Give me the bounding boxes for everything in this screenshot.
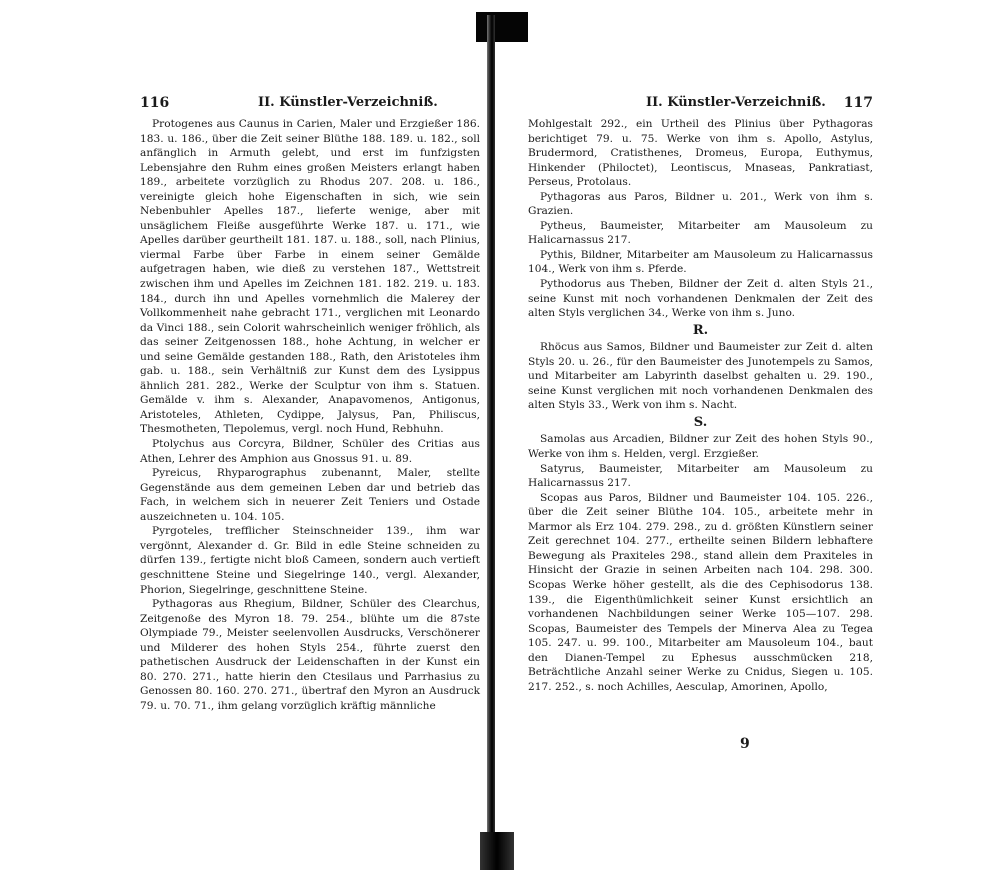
entry-paragraph: Protogenes aus Caunus in Carien, Maler und Erzgießer 186. 183. u. 186., über die Zeit seiner Blüthe 188. 189. u. 182., soll anfänglich in Armuth gelebt, und erst im funfzigsten Lebensjahre den Ruhm eines großen Meisters erlangt haben 189., arbeitete vorzüglich zu Rhodus 207. 208. u. 186., vereinigte gleich hohe Eigenschaften in sich, wie sein Nebenbuhler Apelles 187., lieferte wenige, aber mit unsäglichem Fleiße ausgeführte Werke 187. u. 171., wie Apelles darüber geurtheilt 181. 187. u. 188., soll, nach Plinius, viermal Farbe über Farbe in einem seiner Gemälde aufgetragen haben, wie dieß zu verstehen 187., Wettstreit zwischen ihm und Apelles im Zeichnen 181. 182. 219. u. 183. 184., durch ihn und Apelles vornehmlich die Malerey der Vollkommenheit nahe gebracht 171., verglichen mit Leonardo da Vinci 188., sein Colorit wahrscheinlich weniger fröhlich, als das seiner Zeitgenossen 188., hohe Achtung, in welcher er und seine Gemälde gestanden 188., Rath, den Aristoteles ihm gab. u. 188., sein Verhältniß zur Kunst dem des Lysippus ähnlich 281. 282., Werke der Sculptur von ihm s. Statuen. Gemälde v. ihm s. Alexander, Anapavomenos, Antigonus, Aristoteles, Athleten, Cydippe, Jalysus, Pan, Philiscus, Thesmotheten, Tlepolemus, vergl. noch Hund, Rebhuhn. [140,118,480,436]
entry-paragraph: Pytheus, Baumeister, Mitarbeiter am Mausoleum zu Halicarnassus 217. [528,219,873,247]
running-head-right [528,95,873,117]
section-letter-s: S. [693,414,708,430]
entry-paragraph: Pythodorus aus Theben, Bildner der Zeit d. alten Styls 21., seine Kunst mit noch vorhandenen Denkmalen der Zeit des alten Styls verglichen 34., Werke von ihm s. Juno. [528,278,873,320]
running-head-title-left: II. Künstler-Verzeichniß. [258,95,438,110]
entry-paragraph: Pythagoras aus Paros, Bildner u. 201., Werk von ihm s. Grazien. [528,190,873,218]
page-number-right: 117 [843,95,873,111]
entry-paragraph: Ptolychus aus Corcyra, Bildner, Schüler des Critias aus Athen, Lehrer des Amphion aus Gnossus 91. u. 89. [140,438,480,465]
page-number-left: 116 [140,95,170,111]
signature-mark: 9 [740,736,750,752]
entry-paragraph: Mohlgestalt 292., ein Urtheil des Plinius über Pythagoras berichtiget 79. u. 75. Werke von ihm s. Apollo, Astylus, Brudermord, Cratisthenes, Dromeus, Europa, Euthymus, Hinkender (Philoctet), Leontiscus, Mnaseas, Pankratiast, Perseus, Protolaus. [528,118,873,189]
book-gutter [487,15,495,865]
right-page-text [528,117,873,694]
left-page-text [140,117,480,713]
entry-paragraph: Rhöcus aus Samos, Bildner und Baumeister zur Zeit d. alten Styls 20. u. 26., für den Baumeister des Junotempels zu Samos, und Mitarbeiter am Labyrinth daselbst gehalten u. 29. 190., seine Kunst verglichen mit noch vorhandenen Denkmalen des alten Styls 33., Werk von ihm s. Nacht. [528,341,873,412]
left-page [140,95,480,713]
section-letter-r: R. [692,322,709,338]
running-head-title-right: II. Künstler-Verzeichniß. [646,95,826,110]
right-page [528,95,873,694]
entry-paragraph: Scopas aus Paros, Bildner und Baumeister 104. 105. 226., über die Zeit seiner Blüthe 104. 105., arbeitete mehr in Marmor als Erz 104. 279. 298., zu d. größten Künstlern seiner Zeit gerechnet 104. 277., ertheilte seinen Bildern lebhaftere Bewegung als Praxiteles 298., stand allein dem Praxiteles in Hinsicht der Grazie in seinen Arbeiten nach 104. 298. 300. Scopas Werke höher gestellt, als die des Cephisodorus 138. 139., die Eigenthümlichkeit seiner Kunst ersichtlich an vorhandenen Nachbildungen seiner Werke 105—107. 298. Scopas, Baumeister des Tempels der Minerva Alea zu Tegea 105. 247. u. 99. 100., Mitarbeiter am Mausoleum 104., baut den Dianen-Tempel zu Ephesus ausschmücken 218, Beträchtliche Anzahl seiner Werke zu Cnidus, Siegen u. 105. 217. 252., s. noch Achilles, Aesculap, Amorinen, Apollo, [528,491,873,693]
entry-paragraph: Pyreicus, Rhyparographus zubenannt, Maler, stellte Gegenstände aus dem gemeinen Leben dar und betrieb das Fach, in welchem sich in neuerer Zeit Teniers und Ostade auszeichneten u. 104. 105. [140,467,480,523]
entry-paragraph: Satyrus, Baumeister, Mitarbeiter am Mausoleum zu Halicarnassus 217. [528,462,873,490]
running-head-left [140,95,480,117]
gutter-shadow-top [476,12,528,42]
entry-paragraph: Pythagoras aus Rhegium, Bildner, Schüler des Clearchus, Zeitgenoße des Myron 18. 79. 254., blühte um die 87ste Olympiade 79., Meister seelenvollen Ausdrucks, Verschönerer und Milderer des hohen Styls 254., führte zuerst den pathetischen Ausdruck der Leidenschaften in der Kunst ein 80. 270. 271., hatte hierin den Ctesilaus und Parrhasius zu Genossen 80. 160. 270. 271., übertraf den Myron an Ausdruck 79. u. 70. 71., ihm gelang vorzüglich kräftig männliche [140,598,480,712]
gutter-shadow-bottom [480,832,514,870]
entry-paragraph: Pyrgoteles, trefflicher Steinschneider 139., ihm war vergönnt, Alexander d. Gr. Bild in edle Steine schneiden zu dürfen 139., fertigte nicht bloß Cameen, sondern auch vertieft geschnittene Steine und Siegelringe 140., vergl. Alexander, Phorion, Siegelringe, geschnittene Steine. [140,525,480,596]
entry-paragraph: Samolas aus Arcadien, Bildner zur Zeit des hohen Styls 90., Werke von ihm s. Helden, vergl. Erzgießer. [528,433,873,461]
entry-paragraph: Pythis, Bildner, Mitarbeiter am Mausoleum zu Halicarnassus 104., Werk von ihm s. Pferde. [528,248,873,276]
